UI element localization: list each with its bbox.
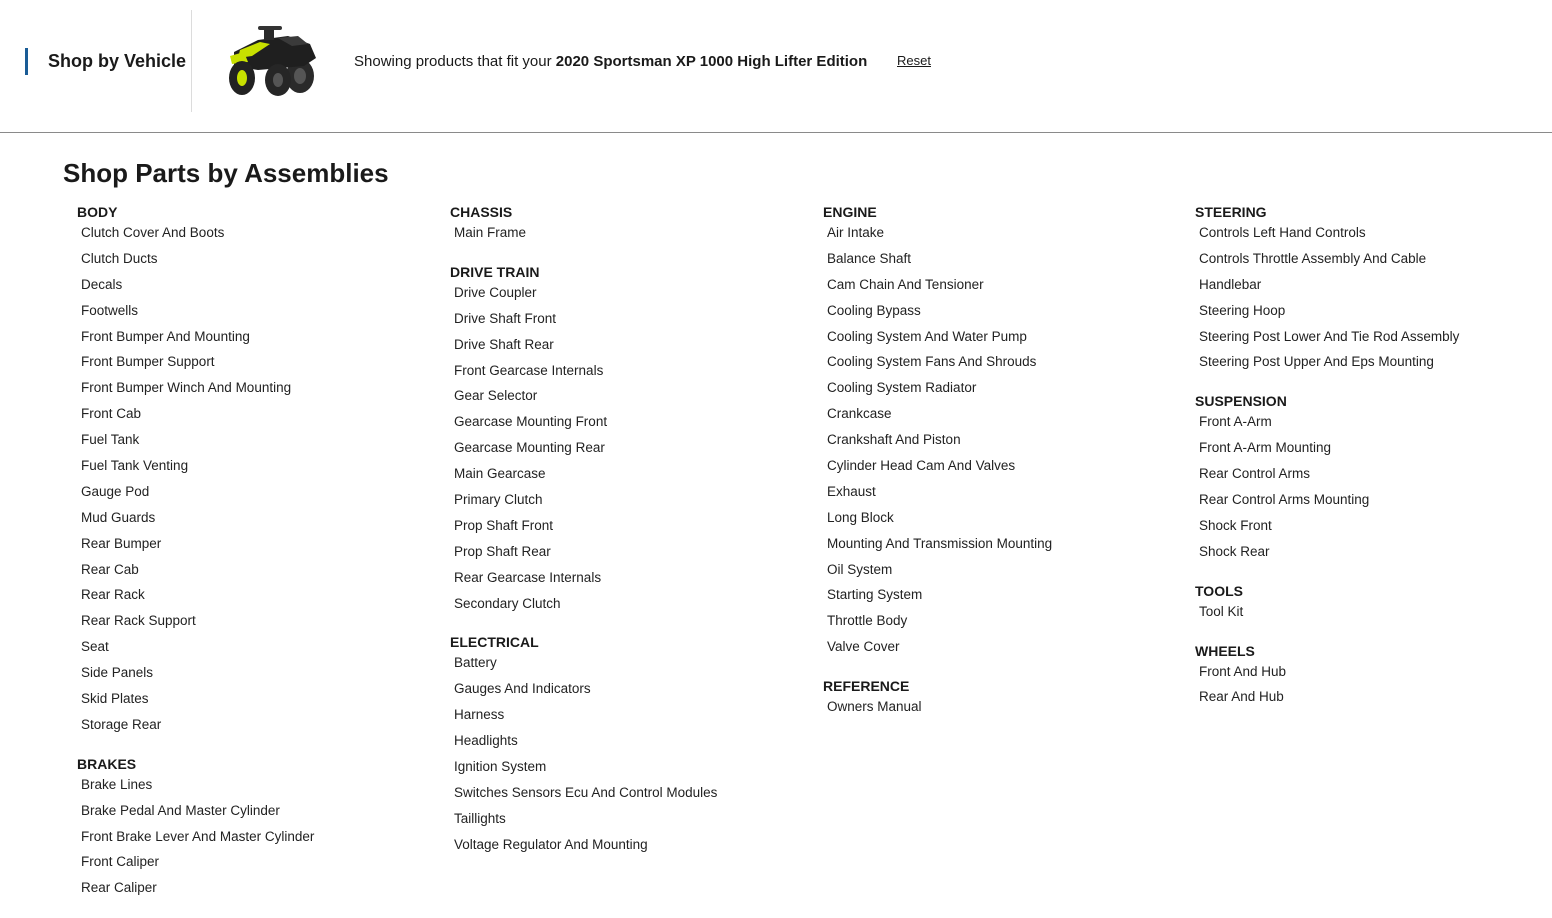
assembly-link[interactable]: Steering Hoop	[1199, 302, 1286, 318]
assembly-link[interactable]: Drive Shaft Rear	[454, 336, 554, 352]
assembly-list	[823, 699, 1183, 725]
assembly-group	[1195, 392, 1552, 569]
assembly-group	[450, 633, 810, 862]
assembly-link[interactable]: Shock Rear	[1199, 543, 1270, 559]
assembly-link[interactable]: Handlebar	[1199, 276, 1262, 292]
assembly-link[interactable]: Cooling System And Water Pump	[827, 328, 1027, 344]
assembly-link[interactable]: Storage Rear	[81, 716, 162, 732]
vehicle-name: 2020 Sportsman XP 1000 High Lifter Edition	[555, 53, 868, 70]
assembly-list	[77, 225, 437, 743]
assembly-link[interactable]: Front Brake Lever And Master Cylinder	[81, 828, 315, 844]
assembly-link[interactable]: Valve Cover	[827, 639, 900, 655]
assembly-group-title: DRIVE TRAIN	[450, 263, 540, 280]
assembly-link[interactable]: Seat	[81, 639, 109, 655]
assembly-link[interactable]: Rear Gearcase Internals	[454, 569, 602, 585]
assembly-link[interactable]: Crankshaft And Piston	[827, 432, 961, 448]
assembly-link[interactable]: Voltage Regulator And Mounting	[454, 836, 648, 852]
assembly-link[interactable]: Front Bumper And Mounting	[81, 328, 250, 344]
assembly-link[interactable]: Controls Left Hand Controls	[1199, 225, 1366, 240]
assembly-list	[450, 655, 810, 862]
assembly-group-title: STEERING	[1195, 204, 1267, 220]
assembly-link[interactable]: Steering Post Upper And Eps Mounting	[1199, 354, 1434, 370]
assembly-link[interactable]: Oil System	[827, 561, 893, 577]
atv-vehicle-image	[218, 22, 324, 98]
assembly-group-title: ENGINE	[823, 204, 877, 220]
assembly-link[interactable]: Gauge Pod	[81, 483, 150, 499]
assembly-link[interactable]: Rear Caliper	[81, 880, 157, 896]
assembly-link[interactable]: Rear Rack Support	[81, 613, 196, 629]
assembly-link[interactable]: Rear Control Arms	[1199, 466, 1311, 482]
assembly-link[interactable]: Clutch Cover And Boots	[81, 225, 225, 240]
assemblies-column	[77, 203, 437, 918]
assembly-link[interactable]: Secondary Clutch	[454, 595, 561, 611]
assembly-link[interactable]: Side Panels	[81, 665, 154, 681]
assembly-link[interactable]: Gearcase Mounting Rear	[454, 440, 605, 456]
assembly-link[interactable]: Shock Front	[1199, 517, 1272, 533]
assembly-link[interactable]: Battery	[454, 655, 497, 671]
assembly-list	[1195, 225, 1552, 380]
assembly-link[interactable]: Front And Hub	[1199, 663, 1287, 679]
assembly-link[interactable]: Long Block	[827, 509, 894, 525]
assembly-link[interactable]: Throttle Body	[827, 613, 908, 629]
fitment-message	[354, 52, 867, 72]
assembly-group-title: SUSPENSION	[1195, 393, 1287, 410]
assembly-link[interactable]: Front Bumper Support	[81, 354, 215, 370]
assembly-list	[823, 225, 1183, 665]
assembly-link[interactable]: Rear Rack	[81, 587, 145, 603]
assembly-link[interactable]: Switches Sensors Ecu And Control Modules	[454, 784, 718, 800]
shop-by-vehicle-label[interactable]: Shop by Vehicle	[25, 48, 186, 75]
reset-link[interactable]: Reset	[897, 53, 931, 68]
assemblies-column	[450, 203, 810, 875]
assembly-link[interactable]: Rear Bumper	[81, 535, 162, 551]
assembly-link[interactable]: Ignition System	[454, 759, 547, 775]
assemblies-column	[1195, 203, 1552, 727]
fitment-prefix: Showing products that fit your	[354, 53, 556, 70]
assembly-link[interactable]: Mounting And Transmission Mounting	[827, 535, 1053, 551]
assembly-group	[1195, 642, 1552, 716]
assembly-link[interactable]: Air Intake	[827, 225, 885, 240]
assembly-link[interactable]: Starting System	[827, 587, 923, 603]
assembly-link[interactable]: Taillights	[454, 810, 506, 826]
assembly-list	[1195, 664, 1552, 716]
assembly-link[interactable]: Decals	[81, 276, 123, 292]
assembly-link[interactable]: Front Gearcase Internals	[454, 362, 604, 378]
assembly-list	[77, 777, 437, 906]
assembly-link[interactable]: Fuel Tank	[81, 432, 140, 448]
assembly-link[interactable]: Fuel Tank Venting	[81, 458, 189, 474]
assembly-group-title: TOOLS	[1195, 582, 1243, 599]
assembly-group	[450, 263, 810, 622]
assembly-group-title: BODY	[77, 204, 118, 220]
assembly-link[interactable]: Gauges And Indicators	[454, 681, 591, 697]
assembly-group	[1195, 582, 1552, 630]
assembly-link[interactable]: Headlights	[454, 733, 518, 749]
assembly-group-title: BRAKES	[77, 755, 137, 772]
assembly-group-title: ELECTRICAL	[450, 634, 539, 651]
assembly-link[interactable]: Owners Manual	[827, 699, 922, 715]
assembly-link[interactable]: Skid Plates	[81, 691, 149, 707]
assembly-link[interactable]: Balance Shaft	[827, 250, 912, 266]
assembly-link[interactable]: Steering Post Lower And Tie Rod Assembly	[1199, 328, 1460, 344]
assembly-group	[450, 203, 810, 251]
assembly-link[interactable]: Primary Clutch	[454, 492, 543, 508]
assembly-list	[450, 225, 810, 251]
assembly-group	[77, 755, 437, 906]
assembly-link[interactable]: Drive Shaft Front	[454, 310, 557, 326]
assembly-link[interactable]: Front Caliper	[81, 854, 160, 870]
assembly-link[interactable]: Cooling Bypass	[827, 302, 921, 318]
assembly-list	[1195, 604, 1552, 630]
assembly-link[interactable]: Brake Pedal And Master Cylinder	[81, 802, 280, 818]
assembly-link[interactable]: Front A-Arm Mounting	[1199, 440, 1332, 456]
assembly-link[interactable]: Rear And Hub	[1199, 689, 1284, 705]
header-divider	[191, 10, 192, 112]
assembly-link[interactable]: Tool Kit	[1199, 603, 1244, 619]
assembly-group	[77, 203, 437, 743]
assembly-link[interactable]: Drive Coupler	[454, 284, 537, 300]
assembly-link[interactable]: Mud Guards	[81, 509, 156, 525]
assembly-group	[823, 203, 1183, 665]
assembly-group-title: CHASSIS	[450, 204, 513, 220]
assembly-link[interactable]: Footwells	[81, 302, 139, 318]
assembly-link[interactable]: Cylinder Head Cam And Valves	[827, 458, 1016, 474]
assembly-group-title: WHEELS	[1195, 642, 1255, 659]
assembly-link[interactable]: Exhaust	[827, 483, 876, 499]
assembly-group-title: REFERENCE	[823, 678, 910, 695]
assemblies-column	[823, 203, 1183, 737]
assembly-link[interactable]: Brake Lines	[81, 776, 153, 792]
assembly-link[interactable]: Crankcase	[827, 406, 892, 422]
assembly-link[interactable]: Gearcase Mounting Front	[454, 414, 608, 430]
assembly-link[interactable]: Cooling System Fans And Shrouds	[827, 354, 1037, 370]
assembly-link[interactable]: Cam Chain And Tensioner	[827, 276, 984, 292]
assembly-link[interactable]: Controls Throttle Assembly And Cable	[1199, 250, 1427, 266]
assembly-group	[1195, 203, 1552, 380]
assembly-link[interactable]: Front A-Arm	[1199, 414, 1272, 430]
assembly-link[interactable]: Front Bumper Winch And Mounting	[81, 380, 292, 396]
assembly-link[interactable]: Gear Selector	[454, 388, 538, 404]
page-title: Shop Parts by Assemblies	[63, 158, 389, 188]
assembly-group	[823, 677, 1183, 725]
vehicle-header	[0, 0, 1552, 133]
assembly-list	[450, 285, 810, 622]
assembly-link[interactable]: Cooling System Radiator	[827, 380, 977, 396]
assembly-link[interactable]: Clutch Ducts	[81, 250, 158, 266]
assembly-link[interactable]: Rear Control Arms Mounting	[1199, 492, 1370, 508]
assembly-link[interactable]: Main Gearcase	[454, 466, 546, 482]
assembly-link[interactable]: Rear Cab	[81, 561, 139, 577]
assembly-link[interactable]: Prop Shaft Front	[454, 517, 554, 533]
assembly-link[interactable]: Prop Shaft Rear	[454, 543, 551, 559]
assembly-link[interactable]: Front Cab	[81, 406, 142, 422]
assembly-list	[1195, 414, 1552, 569]
assembly-link[interactable]: Main Frame	[454, 225, 527, 240]
assembly-link[interactable]: Harness	[454, 707, 505, 723]
